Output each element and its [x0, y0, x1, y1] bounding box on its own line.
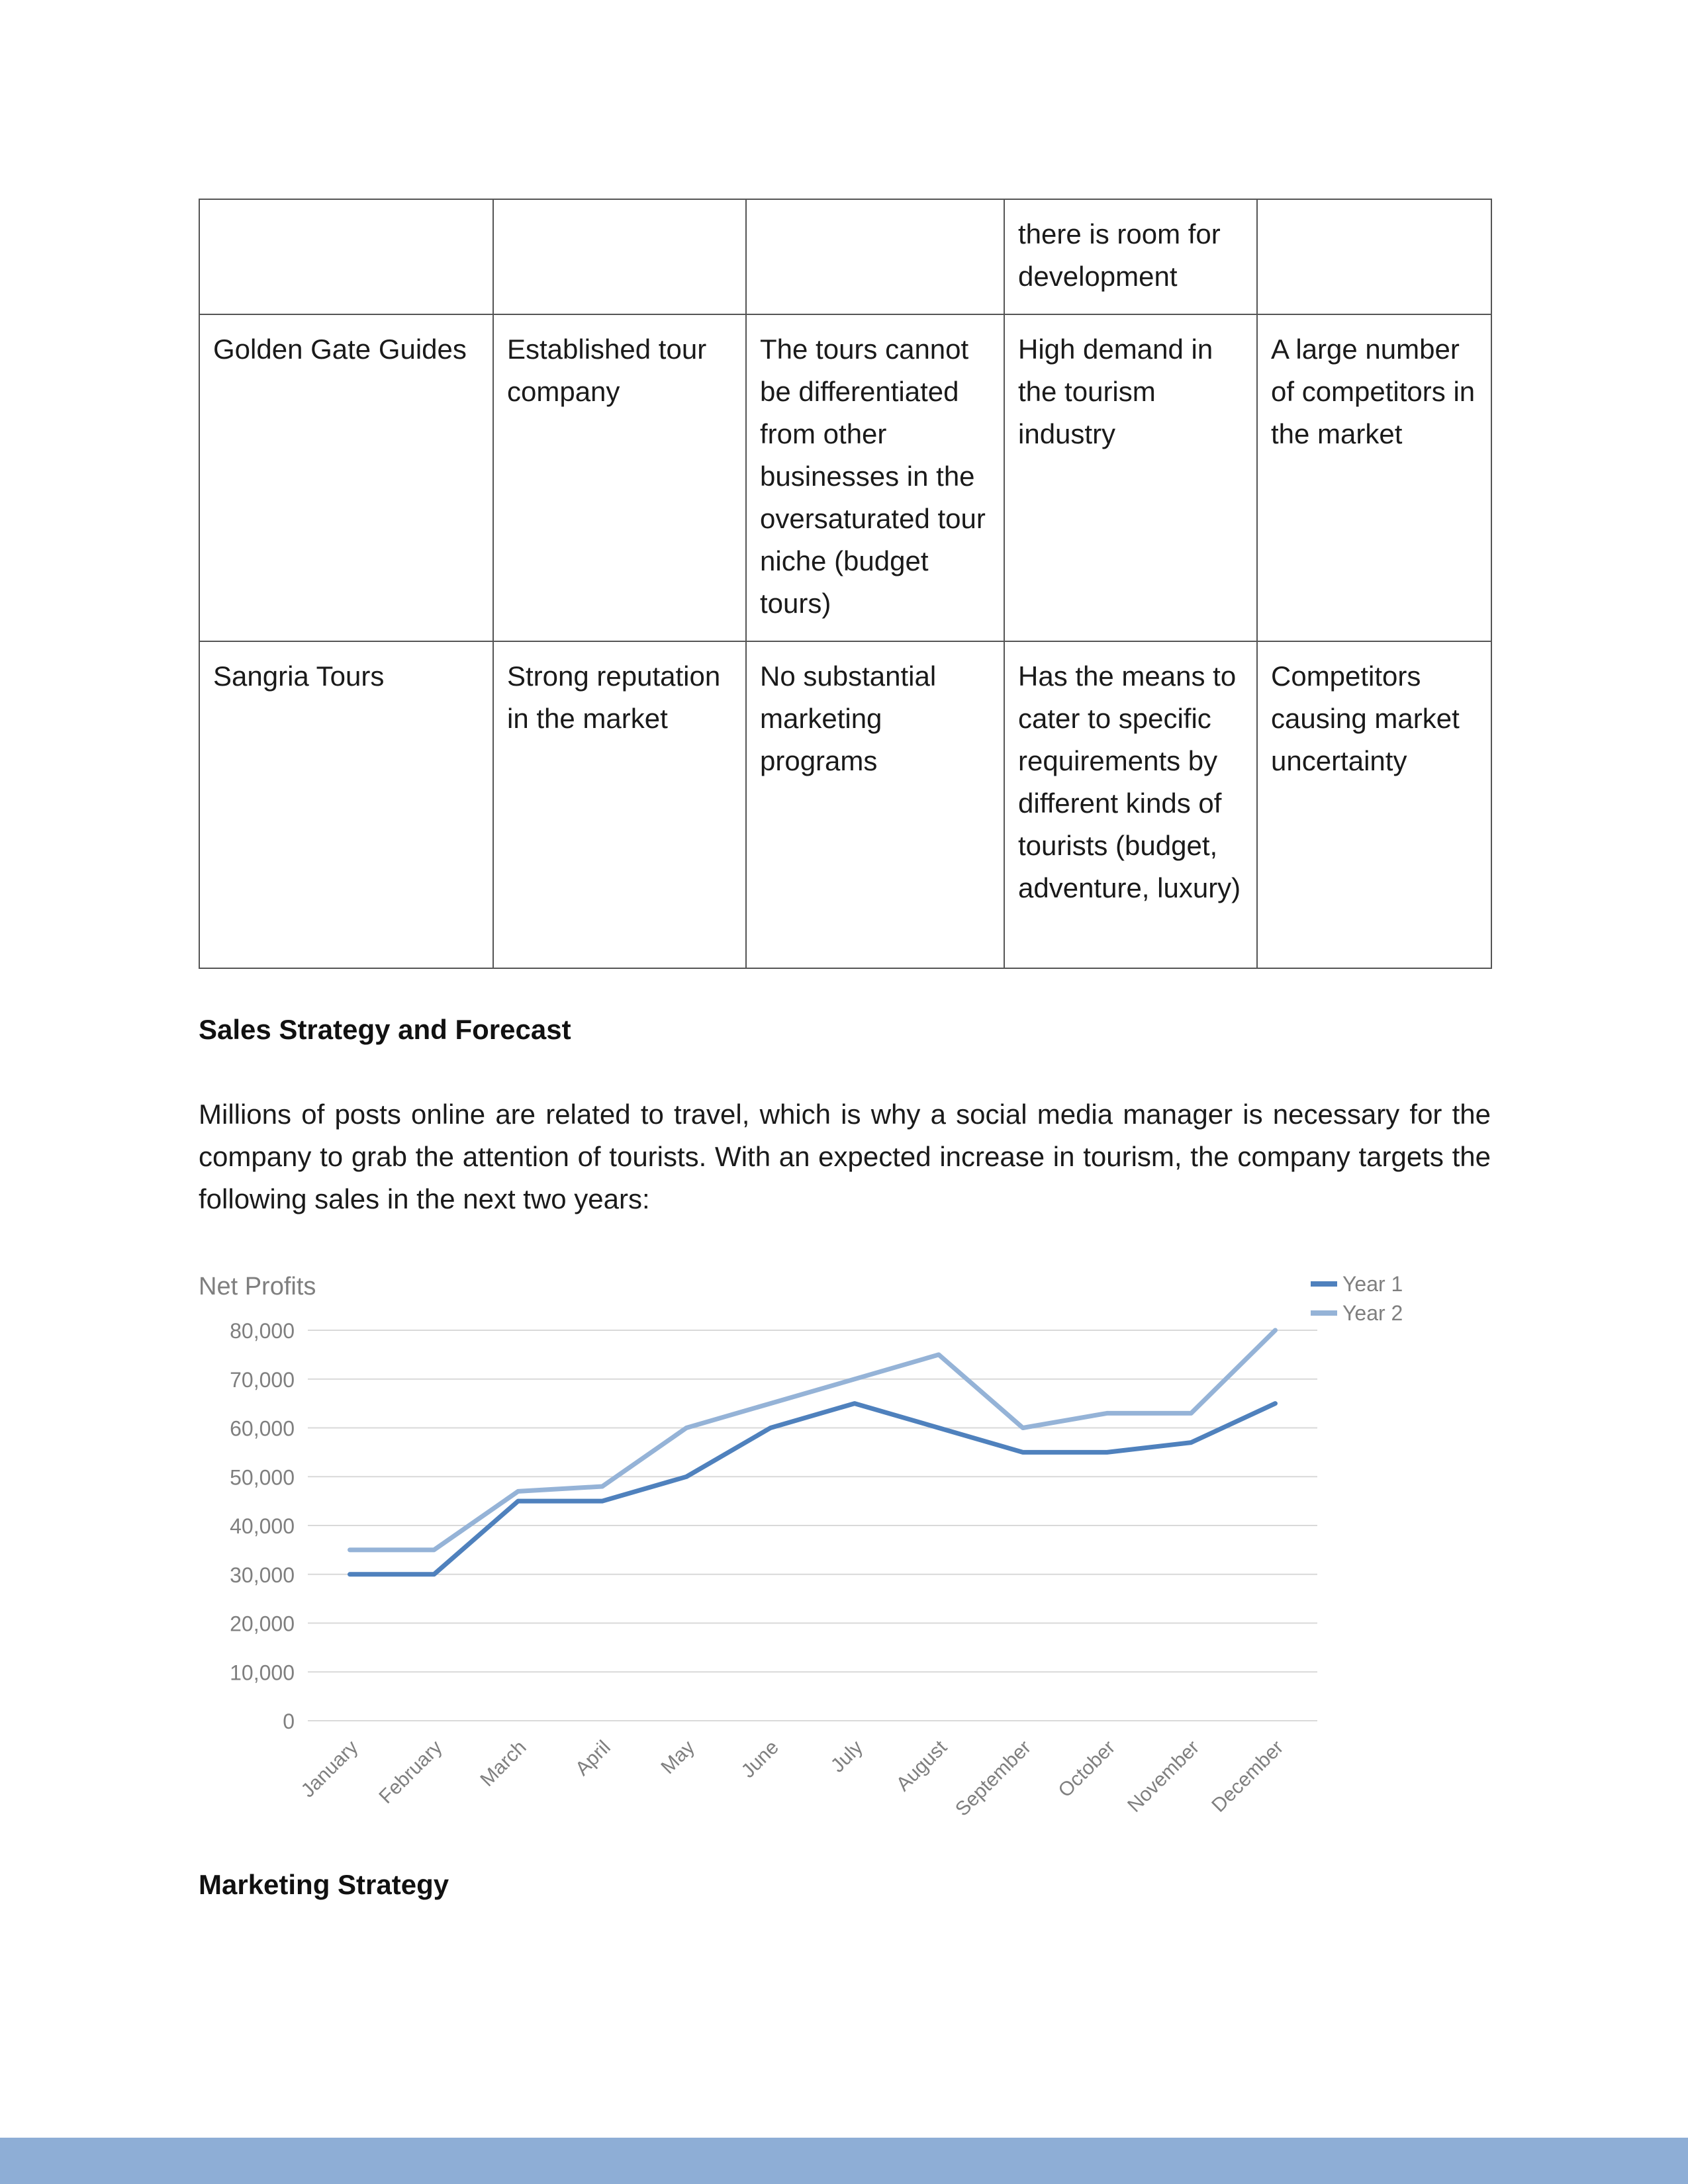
table-cell	[1257, 199, 1491, 314]
data-point	[937, 1426, 941, 1430]
data-point	[1273, 1402, 1277, 1406]
x-tick-label: March	[476, 1736, 531, 1791]
x-tick-label: January	[297, 1736, 363, 1802]
table-cell: High demand in the tourism industry	[1004, 314, 1257, 641]
table-cell: Golden Gate Guides	[199, 314, 493, 641]
data-point	[1189, 1441, 1193, 1445]
chart-x-ticks	[297, 1736, 1288, 1821]
table-cell: Sangria Tours	[199, 641, 493, 968]
y-tick-label: 0	[283, 1709, 295, 1733]
x-tick-label: February	[375, 1736, 447, 1808]
sales-strategy-heading: Sales Strategy and Forecast	[199, 1014, 571, 1045]
data-point	[937, 1353, 941, 1357]
x-tick-label: July	[826, 1736, 867, 1777]
x-tick-label: April	[571, 1736, 615, 1780]
chart-legend	[1311, 1272, 1403, 1325]
data-point	[600, 1484, 604, 1488]
data-point	[432, 1548, 436, 1552]
data-point	[769, 1402, 773, 1406]
data-point	[1105, 1450, 1109, 1454]
data-point	[516, 1499, 520, 1503]
net-profits-line-chart	[185, 1257, 1443, 1853]
x-tick-label: September	[951, 1736, 1036, 1821]
x-tick-label: December	[1207, 1736, 1288, 1817]
x-tick-label: May	[657, 1736, 699, 1779]
table-cell	[746, 199, 1004, 314]
data-point	[853, 1402, 857, 1406]
table-cell: Established tour company	[493, 314, 746, 641]
table-cell	[493, 199, 746, 314]
chart-series	[348, 1328, 1278, 1576]
table-cell: The tours cannot be differentiated from other businesses in the oversaturated tour niche (budget tours)	[746, 314, 1004, 641]
table-cell: Has the means to cater to specific requirements by different kinds of tourists (budget, adventure, luxury)	[1004, 641, 1257, 968]
table-row	[199, 641, 1491, 968]
data-point	[684, 1426, 688, 1430]
table-cell: Competitors causing market uncertainty	[1257, 641, 1491, 968]
chart-title: Net Profits	[199, 1273, 316, 1300]
legend-label: Year 2	[1342, 1301, 1403, 1325]
table-cell	[199, 199, 493, 314]
table-cell: there is room for development	[1004, 199, 1257, 314]
y-tick-label: 40,000	[230, 1514, 295, 1538]
data-point	[432, 1572, 436, 1576]
y-tick-label: 30,000	[230, 1563, 295, 1587]
table-row	[199, 199, 1491, 314]
data-point	[600, 1499, 604, 1503]
y-tick-label: 20,000	[230, 1612, 295, 1636]
sales-paragraph: Millions of posts online are related to travel, which is why a social media manager is necessary for the company to grab the attention of tourists. With an expected increase in tourism, the company targets the following sales in the next two years:	[199, 1099, 1491, 1214]
data-point	[516, 1489, 520, 1493]
data-point	[1105, 1411, 1109, 1415]
chart-gridlines	[308, 1330, 1317, 1721]
table-cell: No substantial marketing programs	[746, 641, 1004, 968]
x-tick-label: June	[737, 1736, 783, 1782]
competitor-table	[199, 199, 1492, 969]
legend-label: Year 1	[1342, 1272, 1403, 1296]
footer-bar	[0, 2138, 1688, 2184]
x-tick-label: August	[892, 1736, 952, 1796]
data-point	[769, 1426, 773, 1430]
data-point	[348, 1572, 352, 1576]
y-tick-label: 70,000	[230, 1367, 295, 1392]
data-point	[1021, 1426, 1025, 1430]
marketing-strategy-heading: Marketing Strategy	[199, 1869, 449, 1900]
y-tick-label: 10,000	[230, 1661, 295, 1685]
data-point	[684, 1475, 688, 1479]
series-line-year-1	[350, 1404, 1276, 1574]
chart-y-ticks	[230, 1319, 295, 1733]
x-tick-label: October	[1054, 1736, 1120, 1802]
data-point	[1273, 1328, 1277, 1332]
data-point	[348, 1548, 352, 1552]
data-point	[1021, 1450, 1025, 1454]
data-point	[853, 1377, 857, 1381]
table-row	[199, 314, 1491, 641]
y-tick-label: 80,000	[230, 1319, 295, 1343]
x-tick-label: November	[1123, 1736, 1204, 1817]
series-line-year-2	[350, 1330, 1276, 1550]
table-cell: Strong reputation in the market	[493, 641, 746, 968]
table-cell: A large number of competitors in the market	[1257, 314, 1491, 641]
y-tick-label: 50,000	[230, 1465, 295, 1490]
data-point	[1189, 1411, 1193, 1415]
y-tick-label: 60,000	[230, 1416, 295, 1441]
